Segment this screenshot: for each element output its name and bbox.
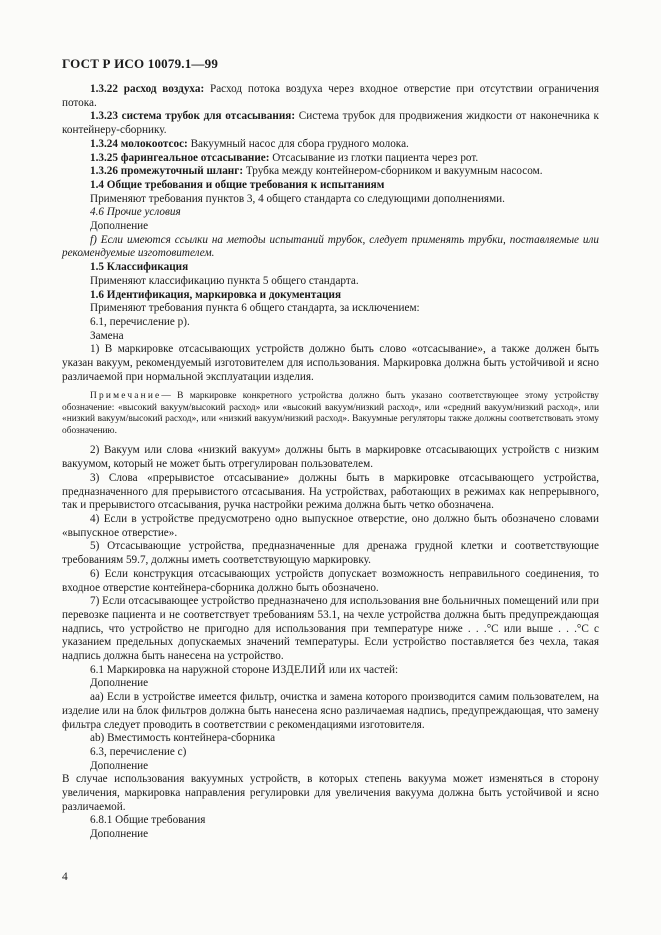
list-item-7: 7) Если отсасывающее устройство предназначено для использования вне больничных помещений или при перевозке пациента и не соответствует требованиям 53.1, на чехле устройства должна быть предупреждающая надпись, что устройство не пригодно для использования при температуре ниже . . .°С или выше . . .°С с указанием предельных допускаемых значений температуры. Если устройство поставляется без чехла, такая надпись должна быть нанесена на устройство.	[62, 595, 599, 663]
list-item-4: 4) Если в устройстве предусмотрено одно выпускное отверстие, оно должно быть обозначено словами «выпускное отверстие».	[62, 512, 599, 539]
paragraph-f: f) Если имеются ссылки на методы испытаний трубок, следует применять трубки, поставляемые или рекомендуемые изготовителем.	[62, 233, 599, 260]
page-number: 4	[62, 871, 68, 883]
section-heading-1-4: 1.4 Общие требования и общие требования к испытаниям	[90, 178, 385, 191]
note: Примечание— В маркировке конкретного устройства должно быть указано соответствующее этому устройству обозначение: «высокий вакуум/высокий расход» или «высокий вакуум/низкий расход», или «средний вакуум/низкий расход», или «низкий вакуум/высокий расход», или «низкий вакуум/низкий расход». Вакуумные регуляторы также должны соответствовать этому обозначению.	[62, 391, 599, 436]
list-item-1: 1) В маркировке отсасывающих устройств должно быть слово «отсасывание», а также должен быть указан вакуум, рекомендуемый изготовителем для использования. Маркировка должна быть устойчивой и ясно различаемой при нормальной эксплуатации изделия.	[62, 343, 599, 383]
addition-label: Дополнение	[90, 220, 149, 233]
definition-1-3-25: 1.3.25 фарингеальное отсасывание: Отсасывание из глотки пациента через рот.	[90, 151, 479, 164]
section-heading-1-5: 1.5 Классификация	[90, 261, 189, 274]
paragraph: Применяют классификацию пункта 5 общего стандарта.	[90, 274, 359, 287]
list-item-aa: аа) Если в устройстве имеется фильтр, очистка и замена которого производится самим пользователем, на изделие или на блок фильтров должна быть нанесена ясно различаемая надпись, предупреждающая, что замену фильтра следует проводить в соответствии с рекомендациями изготовителя.	[62, 691, 599, 731]
replacement-label: Замена	[90, 329, 124, 342]
paragraph: В случае использования вакуумных устройств, в которых степень вакуума может изменяться в сторону увеличения, маркировка направления регулировки для увеличения вакуума должна быть устойчивой и ясно различаемой.	[62, 773, 599, 813]
addition-label: Дополнение	[90, 828, 149, 841]
enumeration-ref: 6.1, перечисление p).	[90, 315, 190, 328]
document-body	[62, 83, 599, 842]
addition-label: Дополнение	[90, 677, 149, 690]
definition-1-3-26: 1.3.26 промежуточный шланг: Трубка между контейнером-сборником и вакуумным насосом.	[90, 165, 543, 178]
section-heading-1-6: 1.6 Идентификация, маркировка и документация	[90, 288, 342, 301]
definition-1-3-24: 1.3.24 молокоотсос: Вакуумный насос для сбора грудного молока.	[90, 137, 409, 150]
paragraph: Применяют требования пункта 6 общего стандарта, за исключением:	[90, 302, 420, 315]
list-item-3: 3) Слова «прерывистое отсасывание» должны быть в маркировке отсасывающего устройства, предназначенного для прерывистого отсасывания. На устройствах, работающих в режимах как непрерывного, так и прерывистого отсасывания, ручка настройки режима должна быть четко обозначена.	[62, 471, 599, 512]
list-item-ab: ab) Вместимость контейнера-сборника	[90, 732, 276, 745]
enumeration-ref: 6.3, перечисление c)	[90, 745, 187, 758]
subsection-4-6: 4.6 Прочие условия	[90, 206, 181, 219]
definition-1-3-23: 1.3.23 система трубок для отсасывания: Система трубок для продвижения жидкости от наконечника к контейнеру-сборнику.	[62, 110, 599, 137]
document-header: ГОСТ Р ИСО 10079.1—99	[62, 56, 219, 71]
list-item-6: 6) Если конструкция отсасывающих устройств допускает возможность неправильного соединения, то входное отверстие контейнера-сборника должно быть обозначено.	[62, 567, 599, 594]
subsection-6-8-1: 6.8.1 Общие требования	[90, 814, 206, 827]
addition-label: Дополнение	[90, 759, 149, 772]
definition-1-3-22: 1.3.22 расход воздуха: Расход потока воздуха через входное отверстие при отсутствии ограничения потока.	[62, 83, 599, 109]
list-item-2: 2) Вакуум или слова «низкий вакуум» должны быть в маркировке отсасывающих устройств с низким вакуумом, который не может быть отрегулирован пользователем.	[62, 444, 599, 471]
subsection-6-1: 6.1 Маркировка на наружной стороне ИЗДЕЛИЙ или их частей:	[90, 663, 399, 676]
list-item-5: 5) Отсасывающие устройства, предназначенные для дренажа грудной клетки и соответствующие требованиям 59.7, должны иметь соответствующую маркировку.	[62, 540, 599, 567]
paragraph: Применяют требования пунктов 3, 4 общего стандарта со следующими дополнениями.	[90, 192, 505, 205]
